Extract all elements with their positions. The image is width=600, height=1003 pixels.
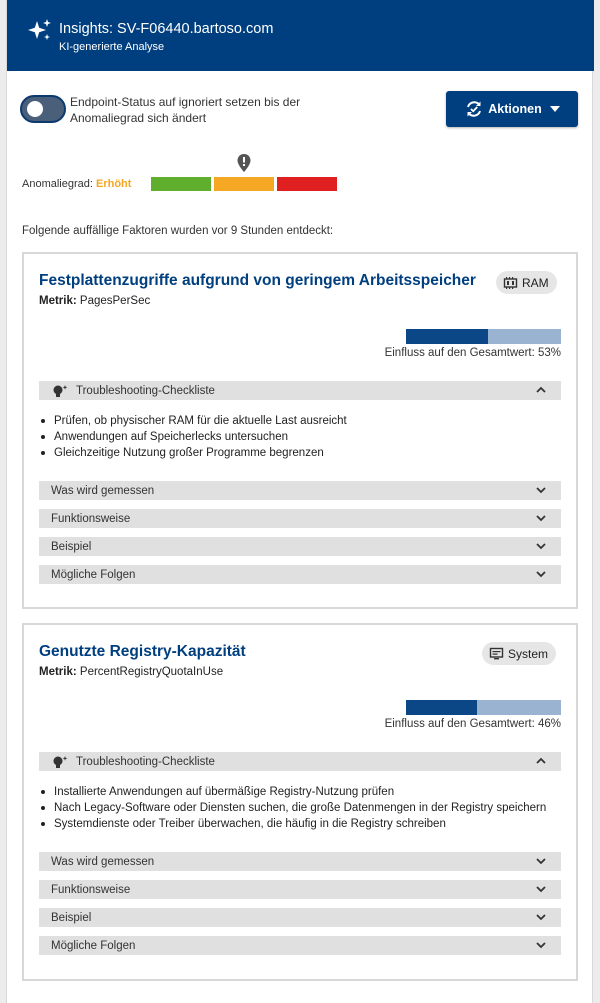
influence-bar [406, 329, 561, 344]
memory-chip-icon [503, 276, 518, 290]
map-marker-icon [236, 153, 252, 173]
influence-text: Einfluss auf den Gesamtwert: 53% [384, 347, 561, 359]
accordion-beispiel[interactable] [39, 537, 561, 556]
page-title: Insights: SV-F06440.bartoso.com [59, 21, 274, 37]
list-item: Anwendungen auf Speicherlecks untersuchen [39, 429, 569, 445]
influence-bar-fill [406, 329, 488, 344]
troubleshooting-list [39, 784, 569, 832]
chevron-down-icon [535, 884, 547, 894]
anomaly-label [22, 178, 131, 190]
accordion-label: Was wird gemessen [51, 855, 155, 868]
metric-label: Metrik: [39, 295, 77, 307]
accordion-label: Beispiel [51, 911, 92, 924]
influence-bar-fill [406, 700, 477, 715]
actions-button-label: Aktionen [488, 102, 542, 116]
accordion-funktionsweise[interactable] [39, 880, 561, 899]
chevron-down-icon [535, 485, 547, 495]
sparkle-icon [27, 18, 53, 44]
anomaly-level-medium [214, 177, 274, 191]
metric-value: PagesPerSec [79, 295, 151, 307]
factor-metric [39, 666, 223, 678]
accordion-label: Troubleshooting-Checkliste [76, 384, 215, 397]
accordion-moegliche-folgen[interactable] [39, 936, 561, 955]
accordion-label: Was wird gemessen [51, 484, 155, 497]
list-item: Installierte Anwendungen auf übermäßige Registry-Nutzung prüfen [39, 784, 569, 800]
accordion-funktionsweise[interactable] [39, 509, 561, 528]
anomaly-level-high [277, 177, 337, 191]
chevron-down-icon [535, 541, 547, 551]
category-badge [496, 271, 557, 294]
accordion-label: Mögliche Folgen [51, 568, 136, 581]
factor-title: Festplattenzugriffe aufgrund von geringem Arbeitsspeicher [39, 272, 476, 289]
accordion-was-wird-gemessen[interactable] [39, 481, 561, 500]
accordion-label: Funktionsweise [51, 512, 131, 525]
accordion-moegliche-folgen[interactable] [39, 565, 561, 584]
factor-card [22, 252, 578, 609]
chevron-down-icon [535, 940, 547, 950]
accordion-label: Troubleshooting-Checkliste [76, 755, 215, 768]
caret-down-icon [550, 106, 560, 112]
list-item: Systemdienste oder Treiber überwachen, die häufig in die Registry schreiben [39, 816, 569, 832]
insights-panel [6, 0, 593, 1003]
influence-bar [406, 700, 561, 715]
ignore-status-label: Endpoint-Status auf ignoriert setzen bis der Anomaliegrad sich ändert [70, 95, 301, 125]
accordion-label: Beispiel [51, 540, 92, 553]
page-subtitle: KI-generierte Analyse [59, 41, 165, 53]
checklist-accordion[interactable] [39, 752, 561, 771]
chevron-down-icon [535, 569, 547, 579]
metric-value: PercentRegistryQuotaInUse [79, 666, 224, 678]
chevron-down-icon [535, 912, 547, 922]
accordion-label: Funktionsweise [51, 883, 131, 896]
ignore-status-toggle[interactable] [20, 95, 66, 123]
factor-metric [39, 295, 150, 307]
factor-card [22, 623, 578, 981]
chevron-up-icon [535, 385, 547, 395]
troubleshooting-list [39, 413, 569, 461]
factors-intro: Folgende auffällige Faktoren wurden vor 9 Stunden entdeckt: [22, 225, 334, 237]
anomaly-level-low [151, 177, 211, 191]
anomaly-label-text: Anomaliegrad: [22, 178, 93, 190]
influence-text: Einfluss auf den Gesamtwert: 46% [384, 718, 561, 730]
anomaly-value: Erhöht [96, 178, 132, 190]
monitor-icon [489, 647, 504, 661]
accordion-was-wird-gemessen[interactable] [39, 852, 561, 871]
toggle-knob [27, 101, 43, 117]
checklist-accordion[interactable] [39, 381, 561, 400]
list-item: Nach Legacy-Software oder Diensten suchen, die große Datenmengen in der Registry speichern [39, 800, 569, 816]
factor-title: Genutzte Registry-Kapazität [39, 643, 246, 660]
panel-header [7, 0, 594, 71]
badge-label: System [508, 646, 549, 661]
list-item: Prüfen, ob physischer RAM für die aktuelle Last ausreicht [39, 413, 569, 429]
chevron-down-icon [535, 513, 547, 523]
chevron-down-icon [535, 856, 547, 866]
actions-button[interactable] [446, 91, 578, 127]
refresh-cycle-icon [464, 99, 484, 119]
list-item: Gleichzeitige Nutzung großer Programme begrenzen [39, 445, 569, 461]
badge-label: RAM [522, 275, 549, 290]
category-badge [482, 642, 556, 665]
metric-label: Metrik: [39, 666, 77, 678]
chevron-up-icon [535, 756, 547, 766]
accordion-beispiel[interactable] [39, 908, 561, 927]
accordion-label: Mögliche Folgen [51, 939, 136, 952]
lightbulb-sparkle-icon [52, 384, 70, 398]
lightbulb-sparkle-icon [52, 755, 70, 769]
